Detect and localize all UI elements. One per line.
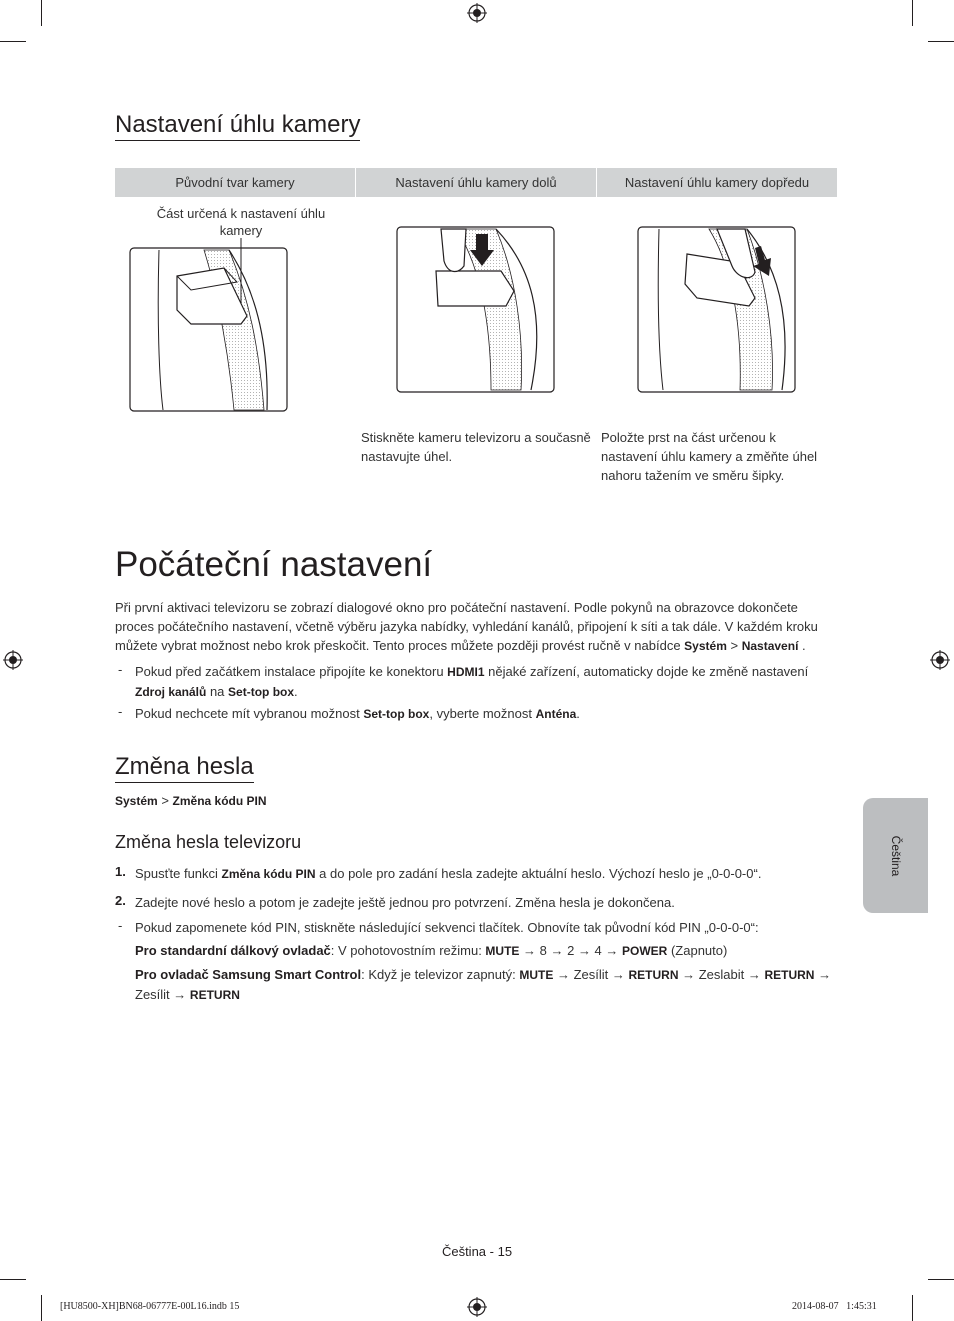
subsection-title: Změna hesla televizoru <box>115 832 302 852</box>
set-top-box-label: Set-top box <box>363 707 430 721</box>
mute-key: MUTE <box>519 968 554 982</box>
table-header-forward: Nastavení úhlu kamery dopředu <box>597 168 837 197</box>
sequence-text: → <box>814 967 832 982</box>
crop-mark <box>0 41 26 42</box>
smart-control-sequence <box>135 965 835 1005</box>
registration-mark-icon <box>3 650 23 670</box>
camera-callout-label: Část určená k nastavení úhlu kamery <box>156 206 326 238</box>
standard-remote-sequence <box>135 941 835 961</box>
step-number: 2. <box>115 893 126 908</box>
crop-mark <box>0 1279 26 1280</box>
smart-control-label: Pro ovladač Samsung Smart Control <box>135 967 362 982</box>
section-title-camera: Nastavení úhlu kamery <box>115 110 360 141</box>
standard-remote-label: Pro standardní dálkový ovladač <box>135 943 331 958</box>
return-key: RETURN <box>189 988 240 1002</box>
camera-down-illustration <box>396 226 556 394</box>
camera-original-illustration <box>129 238 289 414</box>
menu-settings: Nastavení <box>741 639 799 653</box>
sequence-text: Zesílit → <box>135 987 190 1002</box>
language-side-tab-label: Čeština <box>888 835 903 876</box>
antenna-label: Anténa <box>535 707 577 721</box>
caption-camera-forward: Položte prst na část určenou k nastavení úhlu kamery a změňte úhel nahoru tažením ve směru šipky. <box>601 430 818 483</box>
note-text: na <box>206 684 229 699</box>
hdmi1-label: HDMI1 <box>447 665 485 679</box>
step-1 <box>135 864 835 884</box>
separator: > <box>726 638 742 653</box>
page-title-initial-setup: Počáteční nastavení <box>115 545 433 584</box>
set-top-box-label: Set-top box <box>228 685 295 699</box>
sequence-text: : Když je televizor zapnutý: <box>361 967 520 982</box>
sequence-text: (Zapnuto) <box>667 943 728 958</box>
crop-mark <box>41 0 42 26</box>
table-header-original: Původní tvar kamery <box>115 168 355 197</box>
punctuation: . <box>576 706 580 721</box>
power-key: POWER <box>622 944 668 958</box>
initial-setup-note-1 <box>135 662 835 702</box>
bullet-dash: - <box>118 662 123 677</box>
registration-mark-icon <box>467 3 487 23</box>
step-text: a do pole pro zadání hesla zadejte aktuální heslo. Výchozí heslo je „0-0-0-0“. <box>315 866 762 881</box>
language-side-tab <box>863 798 928 913</box>
channel-source-label: Zdroj kanálů <box>135 685 207 699</box>
breadcrumb-change-pin: Změna kódu PIN <box>172 794 267 808</box>
crop-mark <box>928 41 954 42</box>
change-pin-label: Změna kódu PIN <box>221 867 316 881</box>
crop-mark <box>928 1279 954 1280</box>
crop-mark <box>41 1295 42 1321</box>
section-title-password: Změna hesla <box>115 752 254 783</box>
step-number: 1. <box>115 864 126 879</box>
note-text: Pokud nechcete mít vybranou možnost <box>135 706 364 721</box>
footer-timestamp: 2014-08-07 1:45:31 <box>792 1301 877 1312</box>
return-key: RETURN <box>764 968 815 982</box>
crop-mark <box>912 0 913 26</box>
crop-mark <box>912 1295 913 1321</box>
breadcrumb-system: Systém <box>115 794 158 808</box>
caption-camera-down: Stiskněte kameru televizoru a současně nastavujte úhel. <box>361 430 591 464</box>
step-2: Zadejte nové heslo a potom je zadejte ještě jednou pro potvrzení. Změna hesla je dokončena. <box>135 895 675 910</box>
camera-forward-illustration <box>637 226 797 394</box>
breadcrumb <box>115 791 835 811</box>
note-text: Pokud před začátkem instalace připojíte ke konektoru <box>135 664 448 679</box>
mute-key: MUTE <box>485 944 520 958</box>
intro-text: Při první aktivaci televizoru se zobrazí dialogové okno pro počáteční nastavení. Podle pokynů na obrazovce dokončete proces počátečního nastavení, včetně výběru jazyka nabídky, vyhledání kanálů, připojení k síti a tak dále. V každém kroku můžete vybrat možnost nebo krok přeskočit. Tento proces můžete později provést ručně v nabídce <box>115 600 818 653</box>
initial-setup-intro <box>115 598 835 656</box>
menu-system: Systém <box>684 639 727 653</box>
note-text: , vyberte možnost <box>429 706 536 721</box>
sequence-text: → Zeslabit → <box>678 967 765 982</box>
table-header-down: Nastavení úhlu kamery dolů <box>356 168 596 197</box>
step-text: Spusťte funkci <box>135 866 222 881</box>
breadcrumb-separator: > <box>157 793 173 808</box>
note-text: nějaké zařízení, automaticky dojde ke změně nastavení <box>484 664 809 679</box>
bullet-dash: - <box>118 918 123 933</box>
footer-file-info: [HU8500-XH]BN68-06777E-00L16.indb 15 <box>60 1301 240 1312</box>
punctuation: . <box>798 638 806 653</box>
sequence-text: : V pohotovostním režimu: <box>330 943 486 958</box>
sequence-text: → Zesílit → <box>553 967 629 982</box>
sequence-text: → 8 → 2 → 4 → <box>519 943 623 958</box>
registration-mark-icon <box>467 1297 487 1317</box>
initial-setup-note-2 <box>135 704 835 724</box>
pin-reset-note: Pokud zapomenete kód PIN, stiskněte následující sekvenci tlačítek. Obnovíte tak původní kód PIN „0-0-0-0“: <box>135 920 759 935</box>
punctuation: . <box>294 684 298 699</box>
bullet-dash: - <box>118 704 123 719</box>
return-key: RETURN <box>628 968 679 982</box>
registration-mark-icon <box>930 650 950 670</box>
page-number: Čeština - 15 <box>441 1244 513 1259</box>
